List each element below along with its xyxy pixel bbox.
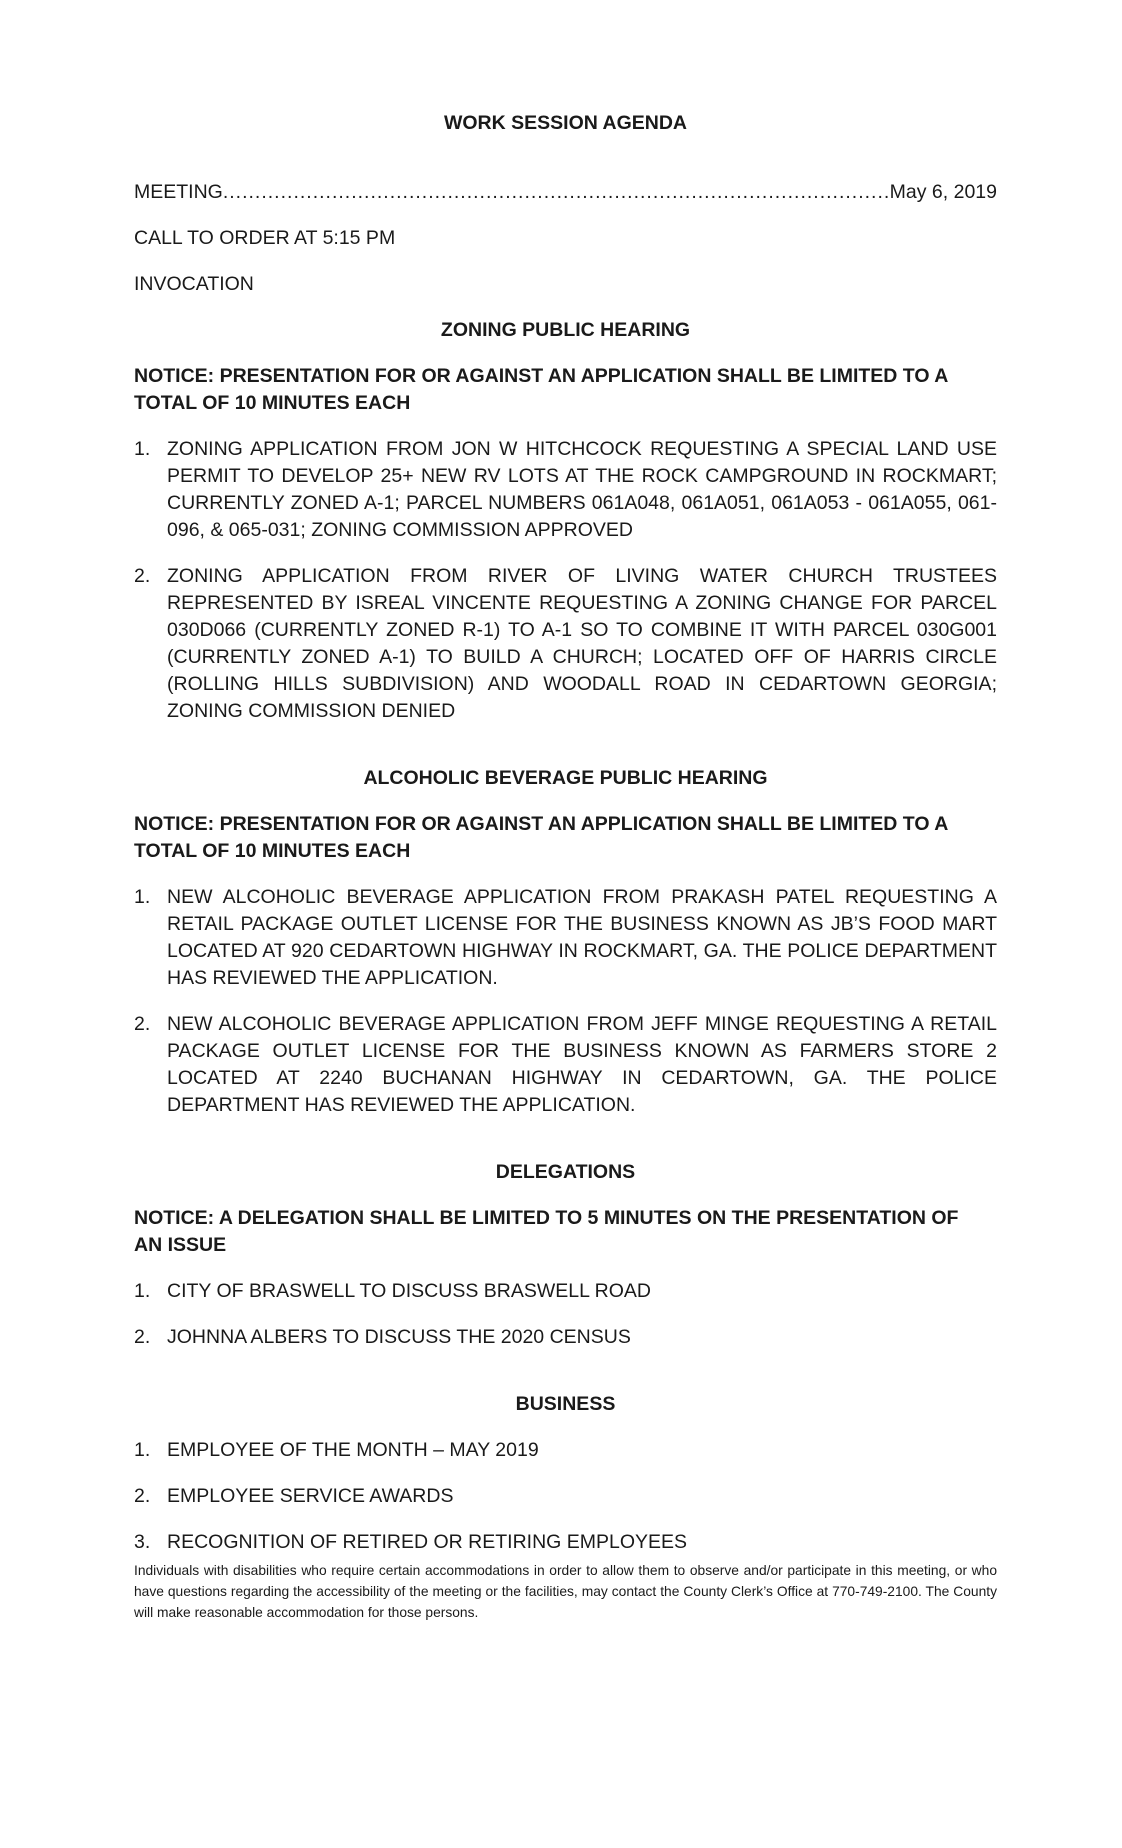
- item-number: 2.: [134, 1013, 151, 1035]
- list-item: [134, 1011, 997, 1119]
- item-text: ZONING APPLICATION FROM RIVER OF LIVING WATER CHURCH TRUSTEES REPRESENTED BY ISREAL VINCENTE REQUESTING A ZONING CHANGE FOR PARCEL 030D066 (CURRENTLY ZONED R-1) TO A-1 SO TO COMBINE IT WITH PARCEL 030G001 (CURRENTLY ZONED A-1) TO BUILD A CHURCH; LOCATED OFF OF HARRIS CIRCLE (ROLLING HILLS SUBDIVISION) AND WOODALL ROAD IN CEDARTOWN GEORGIA; ZONING COMMISSION DENIED: [167, 565, 997, 722]
- item-number: 2.: [134, 1485, 151, 1507]
- list-item: [134, 436, 997, 544]
- notice-line: AN ISSUE: [134, 1234, 227, 1256]
- delegations-notice: [134, 1205, 997, 1259]
- item-number: 2.: [134, 565, 151, 587]
- item-text: EMPLOYEE SERVICE AWARDS: [167, 1485, 454, 1507]
- item-text: JOHNNA ALBERS TO DISCUSS THE 2020 CENSUS: [167, 1326, 631, 1348]
- alcohol-notice: NOTICE: PRESENTATION FOR OR AGAINST AN APPLICATION SHALL BE LIMITED TO A TOTAL OF 10 MINUTES EACH: [134, 813, 948, 862]
- agenda-page: [134, 110, 997, 1623]
- zoning-notice: NOTICE: PRESENTATION FOR OR AGAINST AN APPLICATION SHALL BE LIMITED TO A TOTAL OF 10 MINUTES EACH: [134, 365, 948, 414]
- call-to-order: CALL TO ORDER AT 5:15 PM: [134, 227, 396, 249]
- item-number: 1.: [134, 1280, 151, 1302]
- list-item: [134, 1483, 997, 1510]
- meeting-date: May 6, 2019: [889, 181, 997, 203]
- alcohol-list: [134, 884, 997, 1119]
- page-title: WORK SESSION AGENDA: [443, 112, 688, 134]
- alcohol-heading: ALCOHOLIC BEVERAGE PUBLIC HEARING: [363, 767, 768, 789]
- item-number: 1.: [134, 1439, 151, 1461]
- zoning-list: [134, 436, 997, 725]
- item-text: NEW ALCOHOLIC BEVERAGE APPLICATION FROM JEFF MINGE REQUESTING A RETAIL PACKAGE OUTLET LICENSE FOR THE BUSINESS KNOWN AS FARMERS STORE 2 LOCATED AT 2240 BUCHANAN HIGHWAY IN CEDARTOWN, GA. THE POLICE DEPARTMENT HAS REVIEWED THE APPLICATION.: [167, 1013, 997, 1116]
- item-number: 2.: [134, 1326, 151, 1348]
- meeting-line: [134, 179, 997, 206]
- list-item: [134, 1437, 997, 1464]
- list-item: [134, 1324, 997, 1351]
- list-item: [134, 563, 997, 725]
- business-list: [134, 1437, 997, 1556]
- item-text: RECOGNITION OF RETIRED OR RETIRING EMPLOYEES: [167, 1531, 688, 1553]
- leader-dots: [223, 179, 890, 206]
- item-number: 3.: [134, 1531, 151, 1553]
- delegations-heading: DELEGATIONS: [495, 1161, 636, 1183]
- item-text: NEW ALCOHOLIC BEVERAGE APPLICATION FROM PRAKASH PATEL REQUESTING A RETAIL PACKAGE OUTLET LICENSE FOR THE BUSINESS KNOWN AS JB’S FOOD MART LOCATED AT 920 CEDARTOWN HIGHWAY IN ROCKMART, GA. THE POLICE DEPARTMENT HAS REVIEWED THE APPLICATION.: [167, 886, 997, 989]
- meeting-label: MEETING: [134, 181, 223, 203]
- business-heading: BUSINESS: [515, 1393, 616, 1415]
- list-item: [134, 1278, 997, 1305]
- invocation: INVOCATION: [134, 273, 254, 295]
- list-item: [134, 884, 997, 992]
- zoning-heading: ZONING PUBLIC HEARING: [440, 319, 691, 341]
- notice-line: NOTICE: A DELEGATION SHALL BE LIMITED TO 5 MINUTES ON THE PRESENTATION OF: [134, 1207, 959, 1229]
- delegations-list: [134, 1278, 997, 1351]
- item-text: ZONING APPLICATION FROM JON W HITCHCOCK REQUESTING A SPECIAL LAND USE PERMIT TO DEVELOP 25+ NEW RV LOTS AT THE ROCK CAMPGROUND IN ROCKMART; CURRENTLY ZONED A-1; PARCEL NUMBERS 061A048, 061A051, 061A053 - 061A055, 061-096, & 065-031; ZONING COMMISSION APPROVED: [167, 438, 997, 541]
- item-text: EMPLOYEE OF THE MONTH – MAY 2019: [167, 1439, 539, 1461]
- list-item: [134, 1529, 997, 1556]
- item-text: CITY OF BRASWELL TO DISCUSS BRASWELL ROAD: [167, 1280, 652, 1302]
- item-number: 1.: [134, 438, 151, 460]
- item-number: 1.: [134, 886, 151, 908]
- accessibility-footer: Individuals with disabilities who require certain accommodations in order to allow them to observe and/or participate in this meeting, or who have questions regarding the accessibility of the meeting or the facilities, may contact the County Clerk’s Office at 770-749-2100. The County will make reasonable accommodation for those persons.: [134, 1563, 997, 1620]
